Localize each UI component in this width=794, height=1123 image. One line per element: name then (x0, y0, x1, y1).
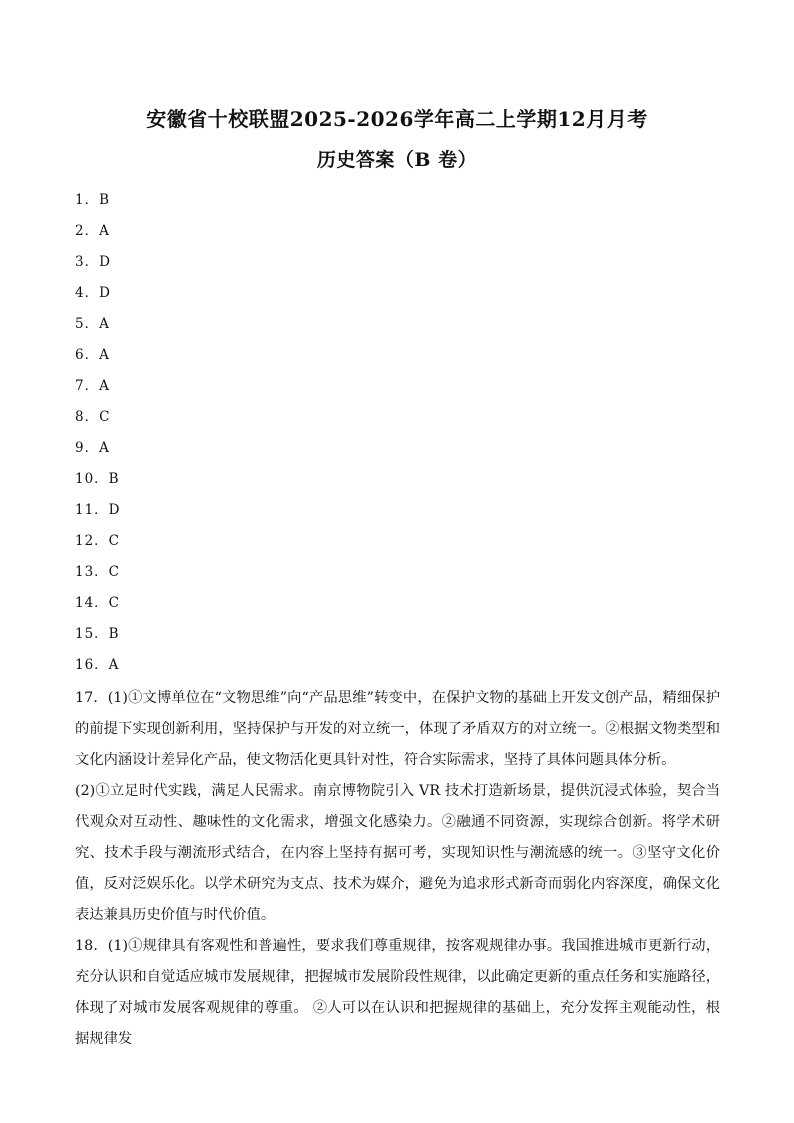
question-17-part-1: 17．(1)①文博单位在“文物思维”向“产品思维”转变中，在保护文物的基础上开发文创产品，精细保护的前提下实现创新利用，坚持保护与开发的对立统一，体现了矛盾双方的对立统一。②根据文物类型和文化内涵设计差异化产品，使文物活化更具针对性，符合实际需求，坚持了具体问题具体分析。 (75, 690, 720, 768)
answer-item: 13．C (75, 564, 121, 580)
answer-item: 5．A (75, 316, 110, 332)
answer-item: 14．C (75, 595, 121, 611)
answer-item: 12．C (75, 533, 121, 549)
answer-item: 1．B (75, 192, 111, 208)
document-title: 安徽省十校联盟2025-2026学年高二上学期12月月考 (146, 107, 648, 131)
document-subtitle: 历史答案（B 卷） (316, 149, 478, 171)
question-17-part-2: (2)①立足时代实践，满足人民需求。南京博物院引入 VR 技术打造新场景，提供沉浸式体验，契合当代观众对互动性、趣味性的文化需求，增强文化感染力。②融通不同资源，实现综合创新。将学术研究、技术手段与潮流形式结合，在内容上坚持有据可考，实现知识性与潮流感的统一。③坚守文化价值，反对泛娱乐化。以学术研究为支点、技术为媒介，避免为追求形式新奇而弱化内容深度，确保文化表达兼具历史价值与时代价值。 (75, 783, 720, 923)
answer-item: 9．A (75, 440, 110, 456)
answer-item: 10．B (75, 471, 120, 487)
answer-item: 15．B (75, 626, 120, 642)
answer-item: 8．C (75, 409, 111, 425)
answer-item: 11．D (75, 502, 121, 518)
answer-item: 3．D (75, 254, 111, 270)
answer-item: 7．A (75, 378, 110, 394)
answer-item: 6．A (75, 347, 110, 363)
question-18-part-1: 18．(1)①规律具有客观性和普遍性，要求我们尊重规律，按客观规律办事。我国推进城市更新行动，充分认识和自觉适应城市发展规律，把握城市发展阶段性规律，以此确定更新的重点任务和实施路径，体现了对城市发展客观规律的尊重。 ②人可以在认识和把握规律的基础上，充分发挥主观能动性，根据规律发 (75, 938, 720, 1047)
answer-item: 2．A (75, 223, 110, 239)
answer-item: 4．D (75, 285, 111, 301)
answer-item: 16．A (75, 657, 120, 673)
